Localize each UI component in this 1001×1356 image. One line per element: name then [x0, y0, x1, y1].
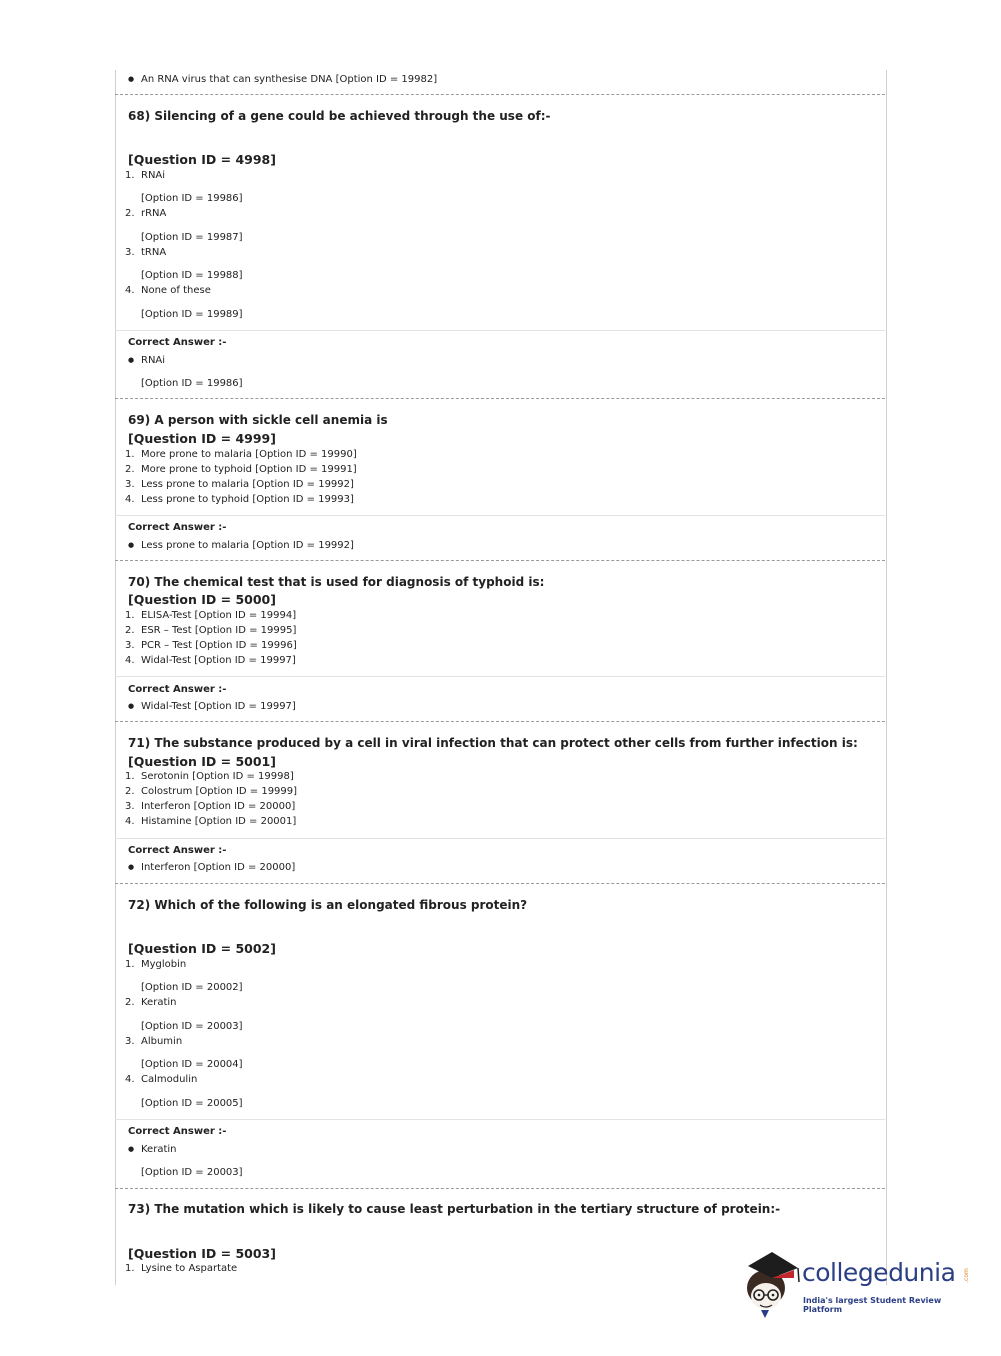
correct-answer-label: Correct Answer :- — [128, 522, 227, 533]
option-id: [Option ID = 20004] — [141, 1059, 243, 1070]
question-70-title: 70) The chemical test that is used for diagnosis of typhoid is: — [128, 575, 545, 589]
option-number: 2. — [125, 464, 135, 475]
question-69-id: [Question ID = 4999] — [128, 431, 276, 446]
logo-tagline: India's largest Student Review Platform — [803, 1296, 942, 1314]
question-71-title: 71) The substance produced by a cell in viral infection that can protect other cells from further infection is: — [128, 736, 858, 750]
question-68-id: [Question ID = 4998] — [128, 152, 276, 167]
logo-suffix: .com — [962, 1268, 970, 1283]
option-number: 4. — [125, 1074, 135, 1085]
option-number: 1. — [125, 170, 135, 181]
logo-wordmark: collegedunia — [802, 1258, 956, 1287]
option-number: 1. — [125, 449, 135, 460]
question-68-title: 68) Silencing of a gene could be achieved through the use of:- — [128, 109, 551, 123]
correct-answer-label: Correct Answer :- — [128, 1126, 227, 1137]
option-text: Keratin — [141, 997, 177, 1008]
option-number: 2. — [125, 625, 135, 636]
option-id: [Option ID = 20003] — [141, 1021, 243, 1032]
question-73-title: 73) The mutation which is likely to cause least perturbation in the tertiary structure of protein:- — [128, 1202, 781, 1216]
previous-answer-option: ● An RNA virus that can synthesise DNA [Option ID = 19982] — [141, 74, 437, 85]
option-number: 4. — [125, 285, 135, 296]
question-69-title: 69) A person with sickle cell anemia is — [128, 413, 388, 427]
correct-answer: ● Keratin — [141, 1144, 177, 1155]
answer-separator — [115, 515, 885, 516]
option-text: Lysine to Aspartate — [141, 1263, 238, 1274]
answer-separator — [115, 676, 885, 677]
question-71-id: [Question ID = 5001] — [128, 754, 276, 769]
option-number: 3. — [125, 640, 135, 651]
mascot-icon — [742, 1248, 802, 1318]
option-number: 3. — [125, 1036, 135, 1047]
option-text: Myglobin — [141, 959, 187, 970]
correct-answer: ● Interferon [Option ID = 20000] — [141, 862, 295, 873]
correct-answer-label: Correct Answer :- — [128, 337, 227, 348]
answer-separator — [115, 330, 885, 331]
option-number: 3. — [125, 479, 135, 490]
option-number: 2. — [125, 786, 135, 797]
option-text: Albumin — [141, 1036, 183, 1047]
option-id: [Option ID = 19989] — [141, 309, 243, 320]
divider — [115, 721, 885, 722]
divider — [115, 883, 885, 884]
option-text: More prone to malaria [Option ID = 19990] — [141, 449, 357, 460]
option-number: 1. — [125, 771, 135, 782]
option-number: 4. — [125, 655, 135, 666]
option-number: 3. — [125, 247, 135, 258]
correct-answer-label: Correct Answer :- — [128, 845, 227, 856]
option-number: 1. — [125, 610, 135, 621]
option-text: PCR – Test [Option ID = 19996] — [141, 640, 297, 651]
option-text: Less prone to typhoid [Option ID = 19993] — [141, 494, 354, 505]
option-number: 3. — [125, 801, 135, 812]
correct-answer-id: [Option ID = 19986] — [141, 378, 243, 389]
divider — [115, 398, 885, 399]
divider — [115, 94, 885, 95]
option-id: [Option ID = 19988] — [141, 270, 243, 281]
option-text: Colostrum [Option ID = 19999] — [141, 786, 298, 797]
divider — [115, 560, 885, 561]
option-id: [Option ID = 20002] — [141, 982, 243, 993]
option-id: [Option ID = 20005] — [141, 1098, 243, 1109]
correct-answer: ● Widal-Test [Option ID = 19997] — [141, 701, 296, 712]
option-text: tRNA — [141, 247, 167, 258]
option-text: None of these — [141, 285, 211, 296]
option-number: 2. — [125, 208, 135, 219]
option-number: 2. — [125, 997, 135, 1008]
option-number: 1. — [125, 1263, 135, 1274]
option-number: 4. — [125, 494, 135, 505]
question-73-id: [Question ID = 5003] — [128, 1246, 276, 1261]
option-text: RNAi — [141, 170, 166, 181]
question-70-id: [Question ID = 5000] — [128, 592, 276, 607]
correct-answer: ● Less prone to malaria [Option ID = 19992] — [141, 540, 354, 551]
option-text: More prone to typhoid [Option ID = 19991] — [141, 464, 357, 475]
option-id: [Option ID = 19986] — [141, 193, 243, 204]
option-number: 1. — [125, 959, 135, 970]
question-72-title: 72) Which of the following is an elongated fibrous protein? — [128, 898, 528, 912]
correct-answer: ● RNAi — [141, 355, 165, 366]
answer-separator — [115, 838, 885, 839]
question-72-id: [Question ID = 5002] — [128, 941, 276, 956]
option-text: ELISA-Test [Option ID = 19994] — [141, 610, 297, 621]
option-text: ESR – Test [Option ID = 19995] — [141, 625, 297, 636]
option-text: Calmodulin — [141, 1074, 198, 1085]
divider — [115, 1188, 885, 1189]
collegedunia-logo — [742, 1248, 972, 1318]
option-id: [Option ID = 19987] — [141, 232, 243, 243]
correct-answer-label: Correct Answer :- — [128, 684, 227, 695]
option-text: Histamine [Option ID = 20001] — [141, 816, 297, 827]
option-number: 4. — [125, 816, 135, 827]
option-text: Widal-Test [Option ID = 19997] — [141, 655, 296, 666]
answer-separator — [115, 1119, 885, 1120]
option-text: Serotonin [Option ID = 19998] — [141, 771, 294, 782]
option-text: rRNA — [141, 208, 167, 219]
option-text: Interferon [Option ID = 20000] — [141, 801, 296, 812]
correct-answer-id: [Option ID = 20003] — [141, 1167, 243, 1178]
option-text: Less prone to malaria [Option ID = 19992] — [141, 479, 354, 490]
